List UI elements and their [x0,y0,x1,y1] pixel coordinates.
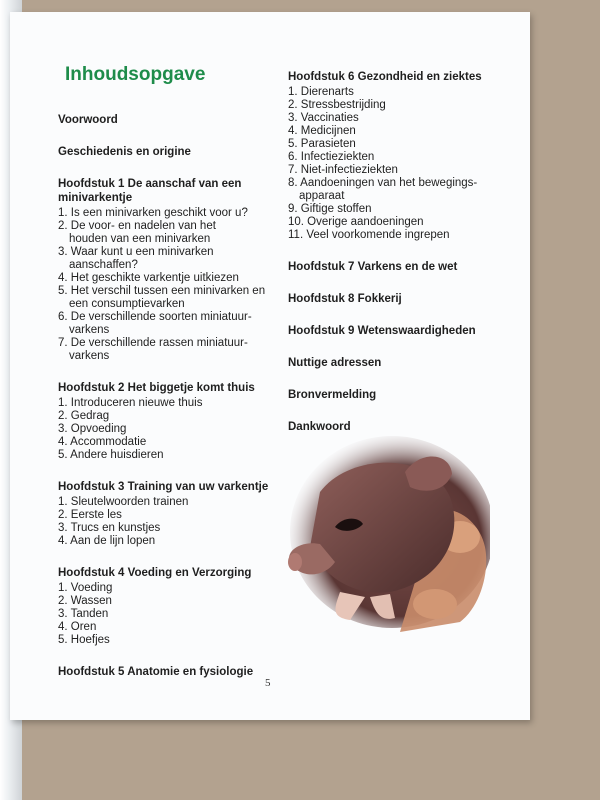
toc-item: 7. De verschillende rassen miniatuur- [58,337,248,349]
page-title: Inhoudsopgave [65,64,206,85]
toc-item: 1. Introduceren nieuwe thuis [58,397,203,409]
toc-item: 3. Trucs en kunstjes [58,522,161,534]
toc-item: 2. Gedrag [58,410,110,422]
toc-heading: Hoofdstuk 5 Anatomie en fysiologie [58,666,254,678]
toc-item: houden van een minivarken [69,233,211,245]
toc-item: 5. Het verschil tussen een minivarken en [58,285,266,297]
toc-item: 2. Eerste les [58,509,122,521]
toc-item: varkens [69,350,110,362]
toc-heading-text: Hoofdstuk 1 De aanschaf van een minivarkentje [58,178,242,204]
toc-item: 4. Accommodatie [58,436,147,448]
toc-list [58,496,280,548]
toc-heading: Hoofdstuk 4 Voeding en Verzorging [58,567,252,579]
piglet-photo [280,432,490,632]
toc-heading: Voorwoord [58,114,118,126]
toc-item: varkens [69,324,110,336]
toc-heading: Hoofdstuk 7 Varkens en de wet [288,261,458,273]
toc-item: 4. Het geschikte varkentje uitkiezen [58,272,239,284]
toc-item: 1. Dierenarts [288,86,354,98]
toc-heading: Hoofdstuk 8 Fokkerij [288,293,402,305]
toc-item: 2. Wassen [58,595,112,607]
toc-item: 1. Is een minivarken geschikt voor u? [58,207,248,219]
toc-item: 5. Hoefjes [58,634,110,646]
toc-heading: Hoofdstuk 2 Het biggetje komt thuis [58,382,255,394]
toc-left-column [58,113,280,679]
toc-heading [58,177,280,205]
toc-heading: Bronvermelding [288,389,377,401]
toc-item: 10. Overige aandoeningen [288,216,424,228]
toc-item: 8. Aandoeningen van het bewegings- [288,177,478,189]
toc-item: 6. De verschillende soorten miniatuur- [58,311,252,323]
toc-list [58,582,280,647]
toc-item: 3. Vaccinaties [288,112,359,124]
toc-item: 1. Sleutelwoorden trainen [58,496,189,508]
toc-item: 5. Parasieten [288,138,356,150]
toc-heading: Hoofdstuk 9 Wetenswaardigheden [288,325,476,337]
toc-list [58,207,280,363]
toc-item: 3. Waar kunt u een minivarken [58,246,214,258]
toc-item: 2. De voor- en nadelen van het [58,220,216,232]
page-number: 5 [265,677,271,689]
toc-right-column [288,70,503,434]
toc-item: 4. Oren [58,621,97,633]
toc-item: 9. Giftige stoffen [288,203,372,215]
toc-item: 3. Tanden [58,608,109,620]
toc-item: apparaat [299,190,345,202]
toc-heading: Geschiedenis en origine [58,146,191,158]
toc-heading: Dankwoord [288,421,351,433]
toc-item: 7. Niet-infectieziekten [288,164,398,176]
toc-heading: Hoofdstuk 3 Training van uw varkentje [58,481,269,493]
toc-item: 4. Aan de lijn lopen [58,535,156,547]
toc-item: 11. Veel voorkomende ingrepen [288,229,450,241]
toc-item: 3. Opvoeding [58,423,127,435]
toc-item: aanschaffen? [69,259,138,271]
toc-item: 4. Medicijnen [288,125,356,137]
toc-item: 5. Andere huisdieren [58,449,164,461]
toc-heading: Hoofdstuk 6 Gezondheid en ziektes [288,71,482,83]
toc-list [58,397,280,462]
toc-item: 2. Stressbestrijding [288,99,386,111]
toc-item: 1. Voeding [58,582,113,594]
toc-item: 6. Infectieziekten [288,151,375,163]
toc-list [288,86,503,242]
toc-item: een consumptievarken [69,298,185,310]
toc-heading: Nuttige adressen [288,357,382,369]
